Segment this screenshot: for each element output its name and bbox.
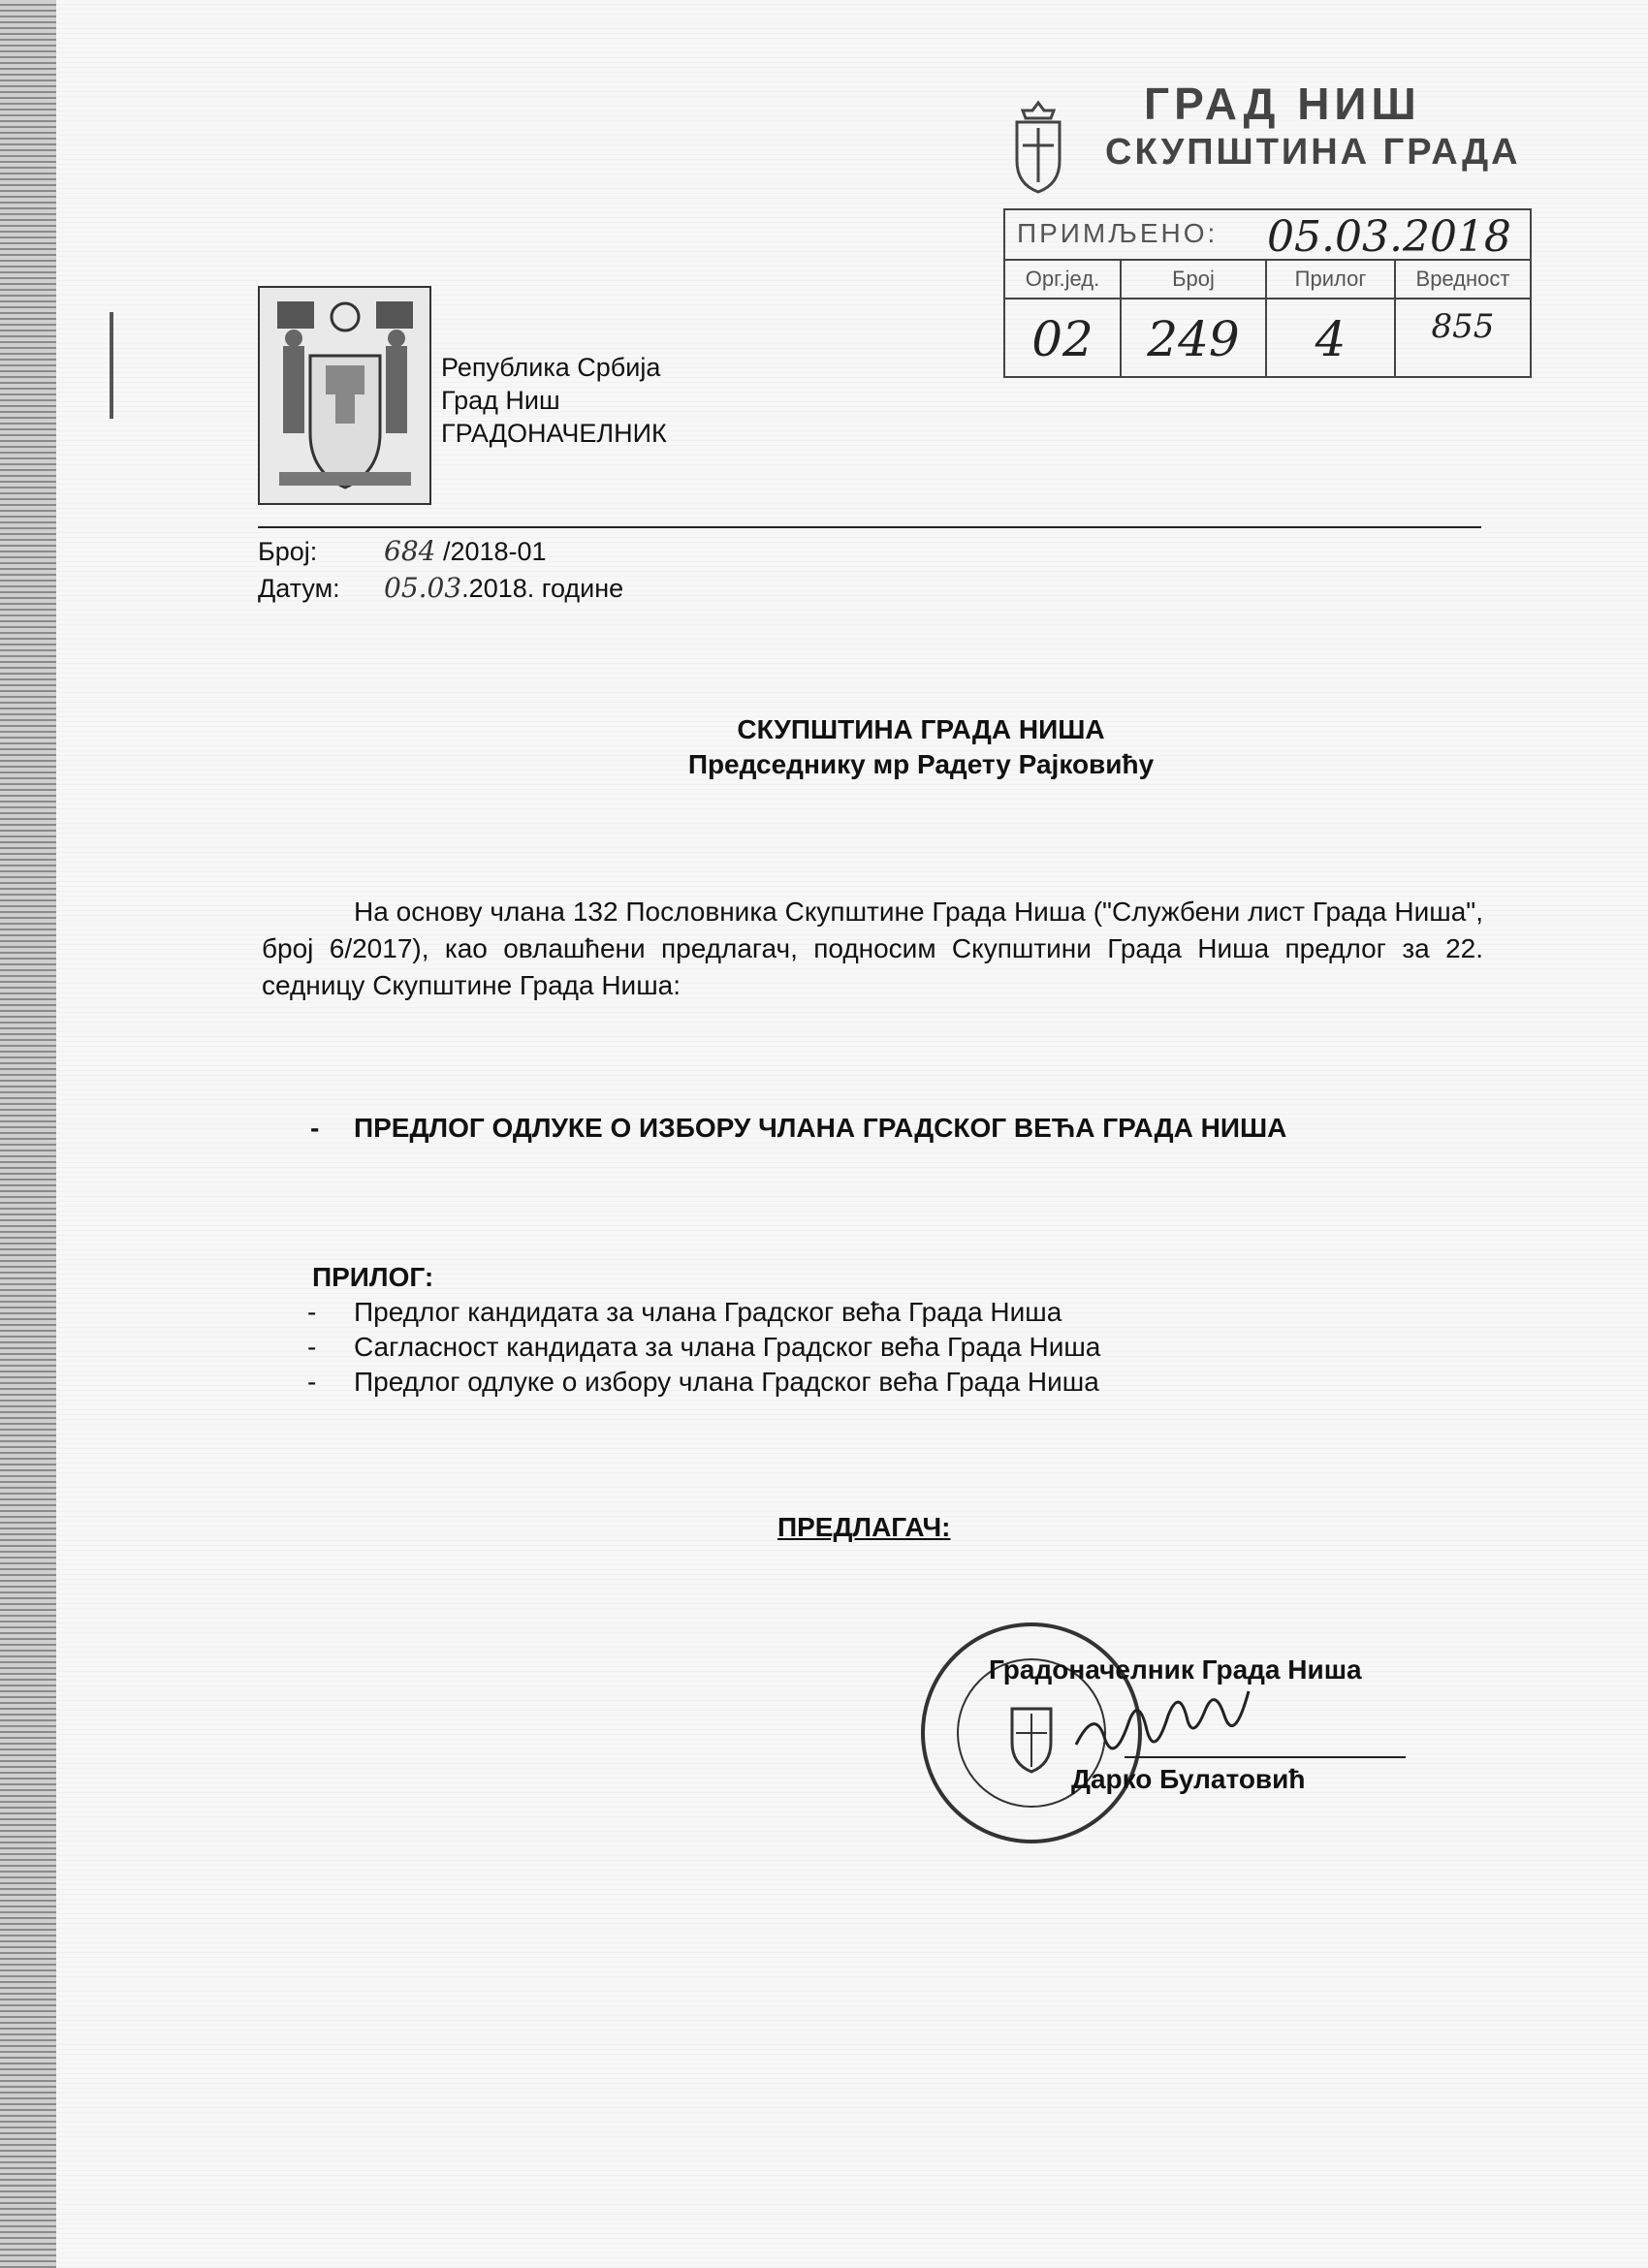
issuer-city: Град Ниш xyxy=(441,386,560,415)
registry-stamp xyxy=(1003,78,1532,378)
stamp-body: СКУПШТИНА ГРАДА xyxy=(1105,132,1521,173)
attachment-item: - Предлог кандидата за члана Градског већа Града Ниша xyxy=(296,1295,1100,1330)
stamp-received-row xyxy=(1005,210,1530,261)
issuer-office: ГРАДОНАЧЕЛНИК xyxy=(441,419,667,448)
issuer-block xyxy=(441,351,667,450)
coat-of-arms-icon xyxy=(258,286,431,505)
proposer-label: ПРЕДЛАГАЧ: xyxy=(777,1512,951,1542)
margin-mark xyxy=(110,312,113,419)
addressee-line2: Председнику мр Радету Рајковићу xyxy=(687,749,1155,779)
stamp-cell-value-col xyxy=(1396,261,1530,376)
handwritten-signature xyxy=(1066,1686,1318,1774)
number-label: Број: xyxy=(258,537,318,566)
proposal-dash: - xyxy=(310,1113,320,1143)
addressee-line1: СКУПШТИНА ГРАДА НИША xyxy=(737,714,1105,744)
attachment-item: - Предлог одлуке о избору члана Градског већа Града Ниша xyxy=(296,1365,1100,1400)
stamp-cell-attachment xyxy=(1267,261,1396,376)
signature-line xyxy=(1125,1756,1406,1758)
header-rule xyxy=(258,526,1481,528)
attachment-item: - Сагласност кандидата за члана Градског већа Града Ниша xyxy=(296,1330,1100,1365)
number-handwritten: 684 xyxy=(384,535,436,567)
issuer-country: Република Србија xyxy=(441,353,661,382)
stamp-cell-header: Орг.јед. xyxy=(1005,267,1120,299)
stamp-cell-header: Број xyxy=(1122,267,1265,299)
date-line xyxy=(258,570,623,607)
stamp-cell-value: 855 xyxy=(1431,307,1495,346)
stamp-received-date: 05.03.2018 xyxy=(1267,212,1511,262)
stamp-cell-number xyxy=(1122,261,1267,376)
stamp-table xyxy=(1003,208,1532,378)
stamp-received-label: ПРИМЉЕНО: xyxy=(1017,218,1219,248)
stamp-cell-header: Прилог xyxy=(1267,267,1394,299)
signatory-name: Дарко Булатовић xyxy=(1071,1764,1306,1794)
signatory-title: Градоначелник Града Ниша xyxy=(989,1654,1362,1685)
stamp-cell-value: 249 xyxy=(1147,311,1240,367)
scanner-edge xyxy=(0,0,56,2268)
addressee xyxy=(0,712,1648,782)
stamp-city: ГРАД НИШ xyxy=(1144,79,1421,129)
document-meta xyxy=(258,533,623,607)
number-suffix: /2018-01 xyxy=(435,537,547,566)
stamp-cell-value: 4 xyxy=(1315,311,1347,367)
body-paragraph: На основу члана 132 Пословника Скупштине Града Ниша ("Службени лист Града Ниша", број 6/2017), као овлашћени предлагач, подносим Скупштини Града Ниша предлог за 22. седницу Скупштине Града Ниша: xyxy=(262,897,1483,1000)
date-handwritten: 05.03 xyxy=(384,572,462,604)
stamp-cell-header: Вредност xyxy=(1396,267,1530,299)
proposal-text: ПРЕДЛОГ ОДЛУКЕ О ИЗБОРУ ЧЛАНА ГРАДСКОГ ВЕЋА ГРАДА НИША xyxy=(354,1113,1287,1143)
stamp-cell-value: 02 xyxy=(1031,311,1093,367)
attachments-title: ПРИЛОГ: xyxy=(312,1262,434,1292)
stamp-cell-org xyxy=(1005,261,1122,376)
date-label: Датум: xyxy=(258,574,340,603)
number-line xyxy=(258,533,623,570)
date-suffix: .2018. године xyxy=(461,574,624,603)
crest-icon xyxy=(1003,99,1073,196)
attachments-list xyxy=(296,1295,1100,1400)
